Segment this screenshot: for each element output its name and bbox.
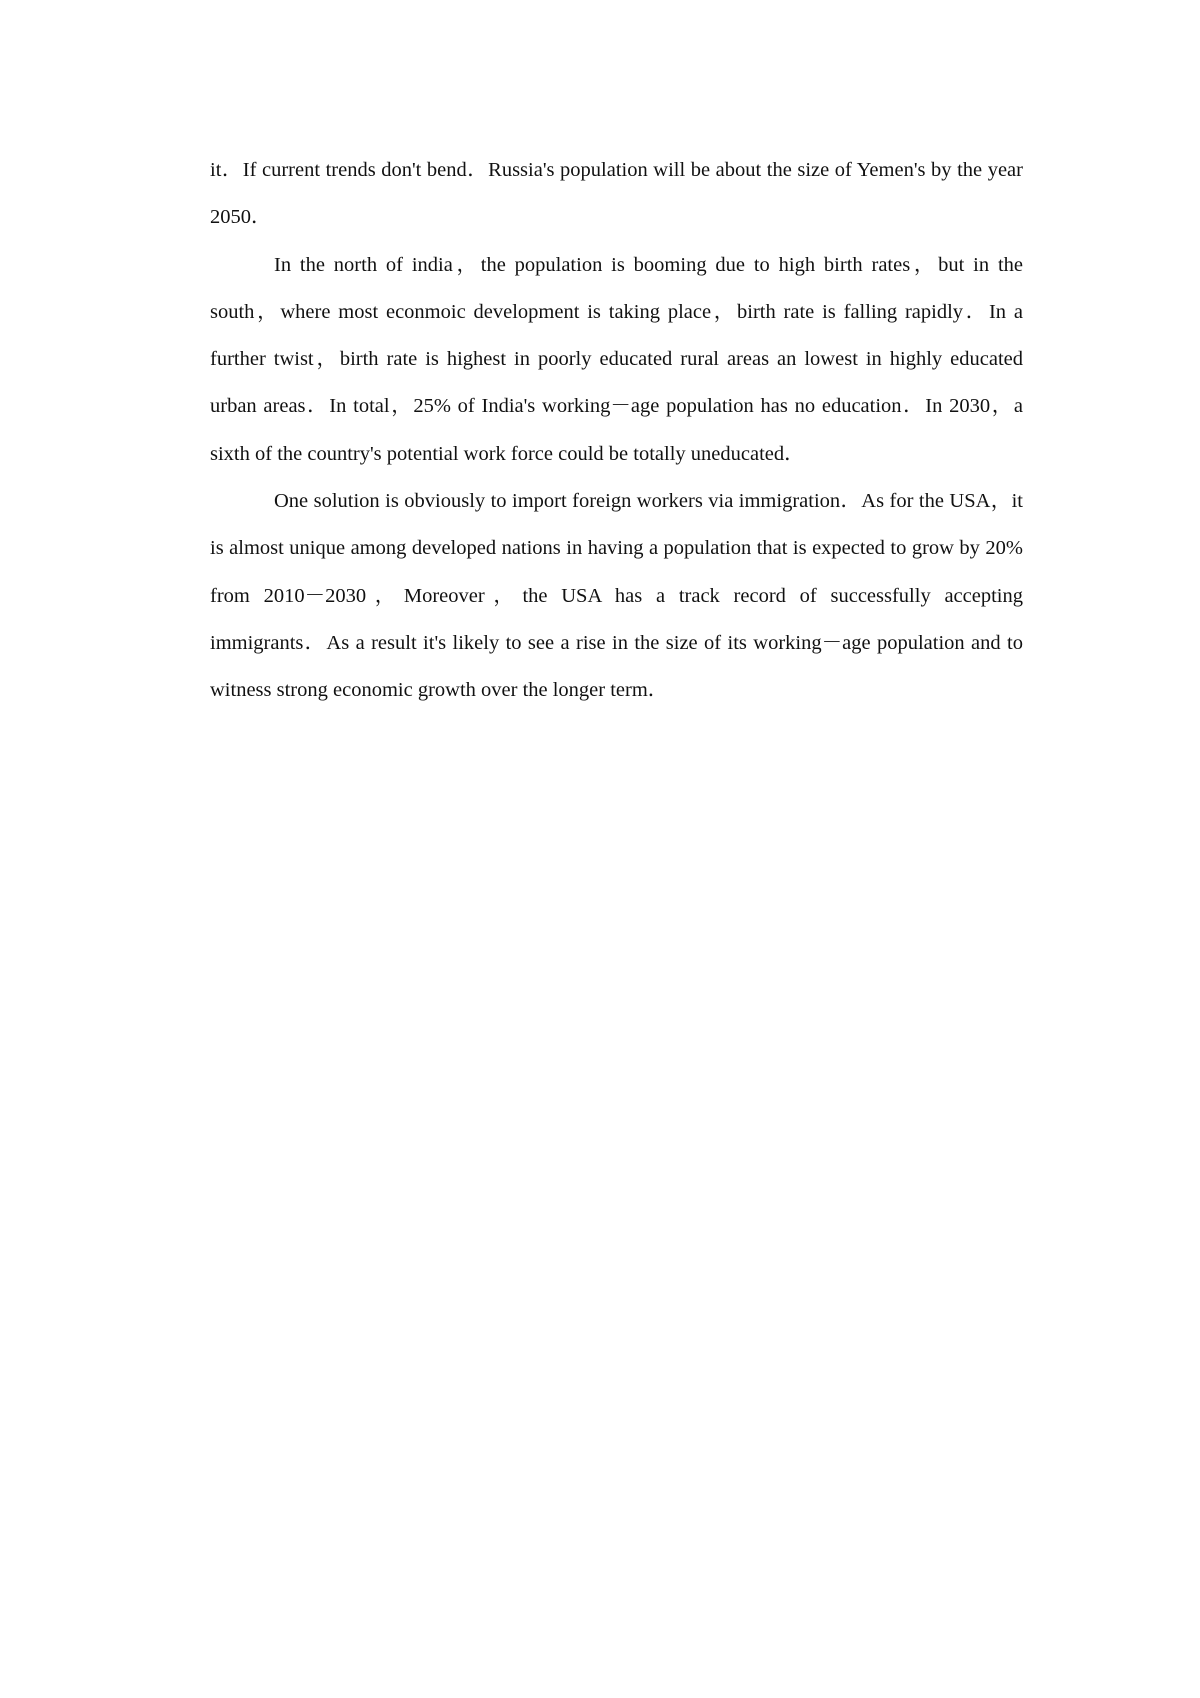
paragraph-2: In the north of india，the population is booming due to high birth rates，but in the south，where most econmoic development is taking place，birth rate is falling rapidly．In a further twist，birth rate is highest in poorly educated rural areas an lowest in highly educated urban areas．In total，25% of India's working－age population has no education．In 2030，a sixth of the country's potential work force could be totally uneducated．: [210, 253, 1023, 465]
paragraph-1: it．If current trends don't bend．Russia's population will be about the size of Yemen's by the year 2050．: [210, 159, 1023, 229]
paragraph-3: One solution is obviously to import foreign workers via immigration．As for the USA，it is almost unique among developed nations in having a population that is expected to grow by 20% from 2010－2030，Moreover，the USA has a track record of successfully accepting immigrants．As a result it's likely to see a rise in the size of its working－age population and to witness strong economic growth over the longer term．: [210, 490, 1023, 702]
body-text: [210, 147, 1023, 715]
